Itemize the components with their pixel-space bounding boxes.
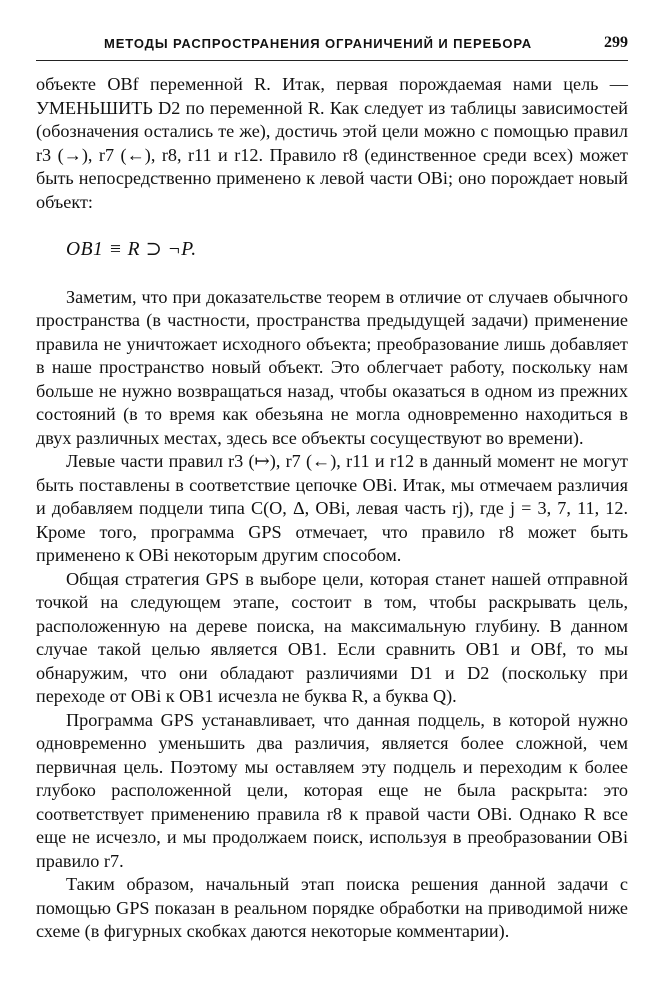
paragraph-gps-subgoal: Программа GPS устанавливает, что данная подцель, в которой нужно одновременно уменьшить два различия, является более сложной, чем первичная цель. Поэтому мы оставляем эту подцель и переходим к более глубоко расположенной цели, которая еще не была раскрыта: это соответствует применению правила r8 к правой части OBi. Однако R все еще не исчезло, и мы продолжаем поиск, используя в преобразовании OBi правило r7. [36,709,628,871]
paragraph-left-parts: Левые части правил r3 (↦), r7 (←), r11 и r12 в данный момент не могут быть поставлены в соответствие цепочке OBi. Итак, мы отмечаем различия и добавляем подцели типа C(O, Δ, OBi, левая часть rj), где j = 3, 7, 11, 12. Кроме того, программа GPS отмечает, что правило r8 может быть применено к OBi некоторым другим способом. [36,451,628,565]
paragraph-theorem-proving: Заметим, что при доказательстве теорем в отличие от случаев обычного пространства (в частности, пространства предыдущей задачи) применение правила не уничтожает исходного объекта; преобразование лишь добавляет в наше пространство новый объект. Это облегчает работу, поскольку нам больше не нужно возвращаться назад, чтобы оказаться в одном из прежних состояний (в то время как обезьяна не могла одновременно находиться в двух различных местах, здесь все объекты сосуществуют во времени). [36,286,628,448]
running-title: МЕТОДЫ РАСПРОСТРАНЕНИЯ ОГРАНИЧЕНИЙ И ПЕРЕБОРА [104,36,533,51]
paragraph-general-strategy: Общая стратегия GPS в выборе цели, которая станет нашей отправной точкой на следующем этапе, состоит в том, чтобы раскрывать цель, расположенную на дереве поиска, на максимальную глубину. В данном случае такой целью является OB1. Если сравнить OB1 и OBf, то мы обнаружим, что они обладают различиями D1 и D2 (поскольку при переходе от OBi к OB1 исчезла не буква R, а буква Q). [36,568,628,706]
body-text [36,73,628,944]
running-head [104,34,628,56]
page-number: 299 [604,34,628,51]
header-rule [36,60,628,61]
formula-ob1: OB1 ≡ R ⊃ ¬P. [66,239,197,260]
paragraph-initial-stage: Таким образом, начальный этап поиска решения данной задачи с помощью GPS показан в реальном порядке обработки на приводимой ниже схеме (в фигурных скобках даются некоторые комментарии). [36,874,628,941]
paragraph-continuation: объекте OBf переменной R. Итак, первая порождаемая нами цель — УМЕНЬШИТЬ D2 по переменной R. Как следует из таблицы зависимостей (обозначения остались те же), достичь этой цели можно с помощью правил r3 (→), r7 (←), r8, r11 и r12. Правило r8 (единственное среди всех) может быть непосредственно применено к левой части OBi; оно порождает новый объект: [36,74,628,212]
